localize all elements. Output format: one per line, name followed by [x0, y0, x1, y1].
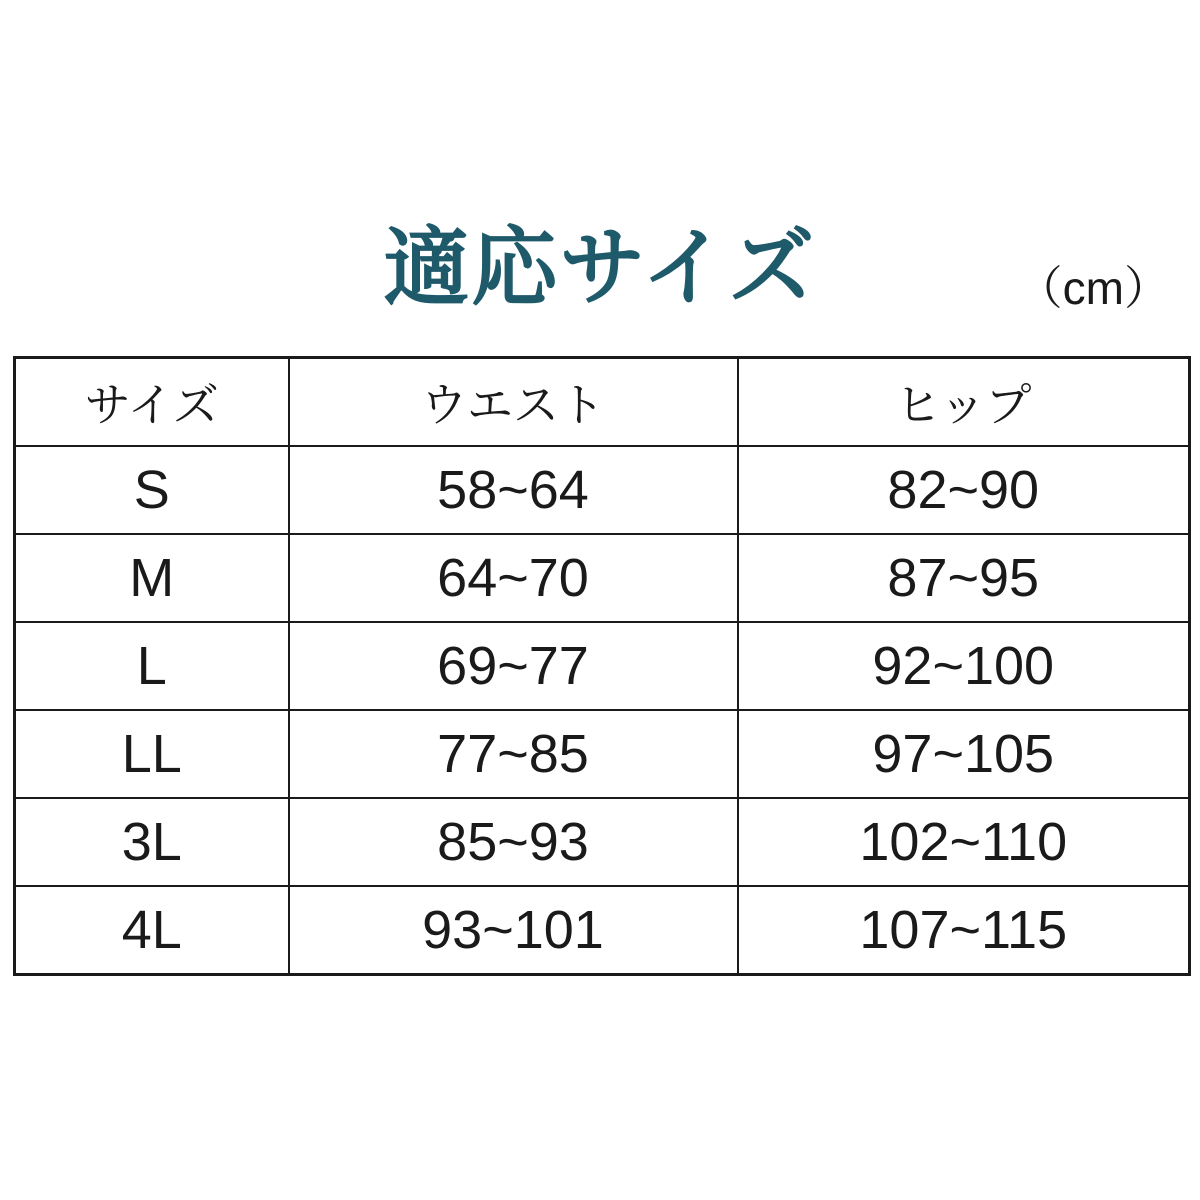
table-row: [15, 886, 1190, 975]
page-title: 適応サイズ: [383, 218, 817, 318]
size-cell: S: [15, 446, 289, 534]
hip-cell: 92~100: [738, 622, 1190, 710]
table-header-row: [15, 358, 1190, 447]
header-waist: ウエスト: [289, 358, 738, 447]
waist-cell: 77~85: [289, 710, 738, 798]
hip-cell: 102~110: [738, 798, 1190, 886]
size-cell: LL: [15, 710, 289, 798]
header-size: サイズ: [15, 358, 289, 447]
waist-cell: 85~93: [289, 798, 738, 886]
table-row: [15, 534, 1190, 622]
unit-label: （cm）: [1016, 262, 1170, 314]
table-row: [15, 710, 1190, 798]
hip-cell: 82~90: [738, 446, 1190, 534]
size-cell: 4L: [15, 886, 289, 975]
waist-cell: 93~101: [289, 886, 738, 975]
table-row: [15, 622, 1190, 710]
waist-cell: 64~70: [289, 534, 738, 622]
header-hip: ヒップ: [738, 358, 1190, 447]
table-row: [15, 446, 1190, 534]
table-row: [15, 798, 1190, 886]
hip-cell: 107~115: [738, 886, 1190, 975]
hip-cell: 97~105: [738, 710, 1190, 798]
size-cell: L: [15, 622, 289, 710]
size-cell: 3L: [15, 798, 289, 886]
size-cell: M: [15, 534, 289, 622]
waist-cell: 58~64: [289, 446, 738, 534]
size-table: [13, 356, 1191, 976]
waist-cell: 69~77: [289, 622, 738, 710]
hip-cell: 87~95: [738, 534, 1190, 622]
